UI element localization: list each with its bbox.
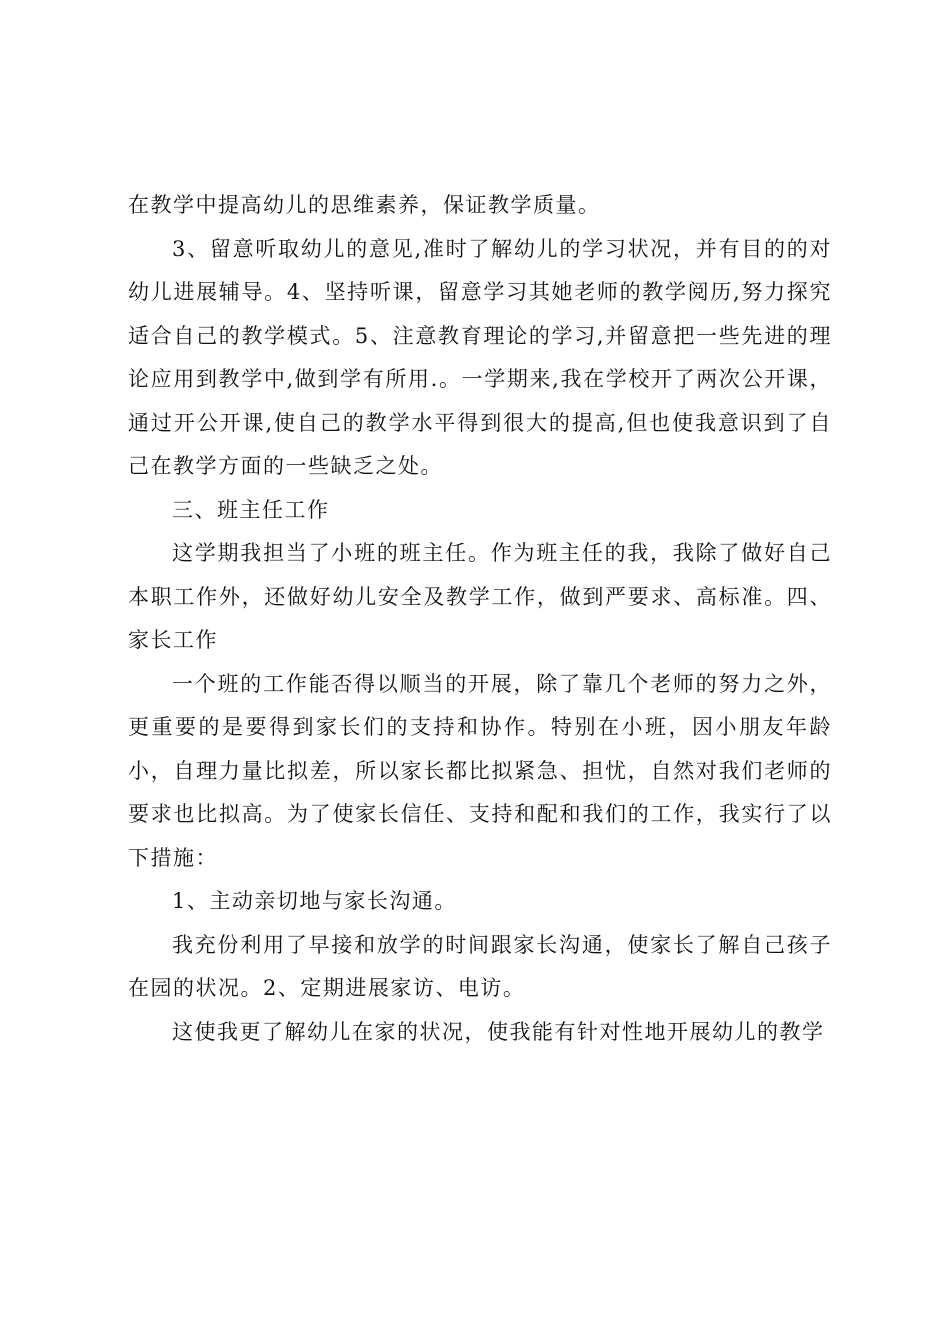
paragraph-parent-work: 一个班的工作能否得以顺当的开展，除了靠几个老师的努力之外，更重要的是要得到家长们的支持和协作。特别在小班，因小朋友年龄小，自理力量比拟差，所以家长都比拟紧急、担忧，自然对我们老师的要求也比拟高。为了使家长信任、支持和配和我们的工作，我实行了以下措施：: [128, 671, 832, 870]
paragraph-teaching-measures: 3、留意听取幼儿的意见,准时了解幼儿的学习状况，并有目的的对幼儿进展辅导。4、坚持听课，留意学习其她老师的教学阅历,努力探究适合自己的教学模式。5、注意教育理论的学习,并留意把一些先进的理论应用到教学中,做到学有所用.。一学期来,我在学校开了两次公开课，通过开公开课,使自己的教学水平得到很大的提高,但也使我意识到了自己在教学方面的一些缺乏之处。: [128, 236, 832, 478]
list-item-communication: 1、主动亲切地与家长沟通。: [172, 889, 457, 913]
paragraph-home-visit-detail: 这使我更了解幼儿在家的状况，使我能有针对性地开展幼儿的教学: [172, 1019, 825, 1044]
paragraph-class-teacher: 这学期我担当了小班的班主任。作为班主任的我，我除了做好自己本职工作外，还做好幼儿安全及教学工作，做到严要求、高标准。四、家长工作: [128, 541, 832, 652]
paragraph-continued: 在教学中提高幼儿的思维素养，保证教学质量。: [128, 193, 601, 217]
document-body: [128, 184, 832, 1054]
section-heading-class-teacher: 三、班主任工作: [172, 497, 330, 522]
paragraph-communication-detail: 我充份利用了早接和放学的时间跟家长沟通，使家长了解自己孩子在园的状况。2、定期进展家访、电访。: [128, 932, 832, 1000]
